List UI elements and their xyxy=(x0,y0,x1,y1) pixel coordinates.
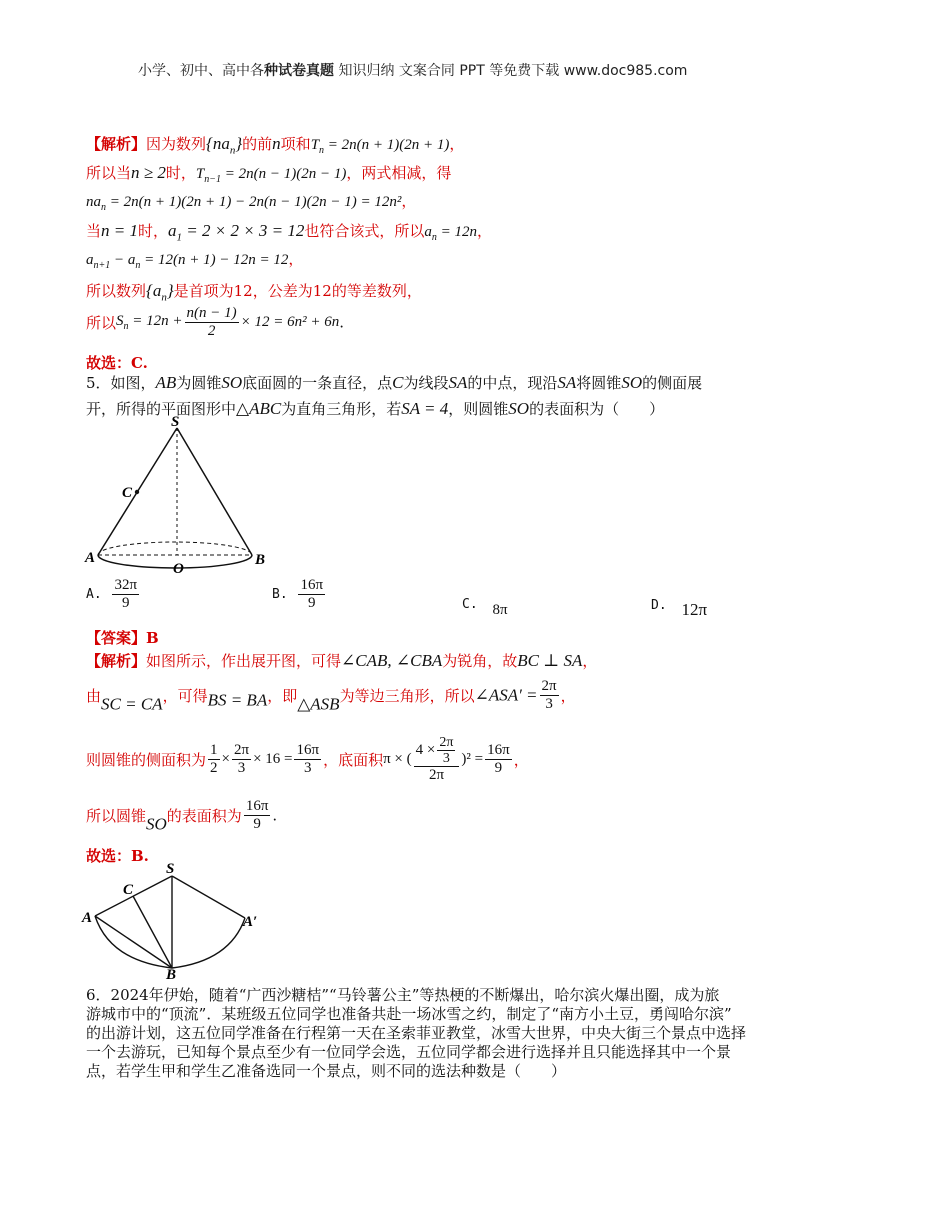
label-c2: C xyxy=(123,882,134,898)
frac-16pi-9: $\frac{16\pi}{9}$ xyxy=(487,742,510,776)
q6-line-3: 的出游计划，这五位同学准备在行程第一天在圣索菲亚教堂，冰雪大世界，中央大街三个景点中选择 xyxy=(86,1024,747,1042)
label-b: B xyxy=(255,552,266,568)
q5-option-a[interactable]: A. $\frac{32\pi}{9}$ xyxy=(86,577,138,611)
header-text-bold: 种试卷真题 xyxy=(264,63,334,79)
label-a: A xyxy=(85,550,96,566)
option-a-fraction: $\frac{32\pi}{9}$ xyxy=(114,577,138,611)
q4-text: 所以 xyxy=(86,314,117,332)
cone-figure xyxy=(80,412,280,584)
q4-text: 所以当 xyxy=(86,164,132,182)
label-s: S xyxy=(171,414,180,430)
sector-arc xyxy=(95,916,245,968)
q4-formula: $a_n = 12n$ xyxy=(424,224,478,243)
seg-cb xyxy=(133,896,172,968)
q4-formula-tail: × 12 = 6n² + 6n xyxy=(240,314,340,330)
q5-answer: 【答案】B xyxy=(86,629,159,647)
q4-text: ， xyxy=(288,250,304,268)
q4-var-n: n xyxy=(272,134,281,153)
base-back-arc xyxy=(98,542,252,555)
q4-answer: 故选：C. xyxy=(86,354,148,372)
q6-line-5: 点，若学生甲和学生乙准备选同一个景点，则不同的选法种数是（ ） xyxy=(86,1062,567,1080)
q4-text: 是首项为12，公差为12的等差数列， xyxy=(173,282,422,300)
label-c: C xyxy=(122,485,133,501)
header-url: www.doc985.com xyxy=(559,63,688,79)
q4-formula: $S_n = 12n$ + xyxy=(116,313,183,332)
frac-16pi-3: $\frac{16\pi}{3}$ xyxy=(296,742,320,776)
q4-line-2 xyxy=(86,162,451,185)
q5-option-c[interactable]: C. 8π xyxy=(462,597,508,618)
q5-option-d[interactable]: D. 12π xyxy=(651,598,708,619)
page-header xyxy=(138,60,687,80)
q4-text: . xyxy=(339,313,345,332)
q5-line-2: 开，所得的平面图形中△ABC为直角三角形，若SA = 4，则圆锥SO的表面积为（ ） xyxy=(86,399,665,418)
angle-fraction: $\frac{2\pi}{3}$ xyxy=(541,678,557,712)
q4-line-4 xyxy=(86,220,492,243)
q4-text: 的前 xyxy=(242,135,273,153)
q4-text: 因为数列 xyxy=(146,135,207,153)
label-a-prime: A′ xyxy=(243,914,258,930)
frac-radius: 4 × $\frac{2\pi}{3}$ 2π xyxy=(414,735,460,784)
q5-solution-2: 由SC = CA，可得BS = BA，即△ASB为等边三角形，所以∠ASA′ = $\frac{2\pi}{3}$ ， xyxy=(86,678,576,714)
q4-text: 时， xyxy=(165,164,196,182)
q5-solution-4: 所以圆锥SO的表面积为 $\frac{16\pi}{9}$ . xyxy=(86,798,278,834)
q4-analysis-tag: 【解析】 xyxy=(86,135,147,153)
q4-text: 时， xyxy=(138,222,169,240)
q5-solution-1: 【解析】如图所示，作出展开图，可得∠CAB, ∠CBA为锐角，故BC ⊥ SA， xyxy=(86,651,598,670)
label-s2: S xyxy=(166,861,175,877)
q4-text: ， xyxy=(401,192,417,210)
q4-formula: $T_{n-1} = 2n(n - 1)(2n - 1)$ xyxy=(195,166,347,185)
q4-line-3 xyxy=(86,190,416,213)
sector-figure xyxy=(80,856,280,980)
frac-2pi-3: $\frac{2\pi}{3}$ xyxy=(233,742,250,776)
q5-final: 故选：B. xyxy=(86,847,149,865)
q4-formula: $a_1 = 2 \times 2 \times 3 = 12$ xyxy=(168,221,305,244)
q6-line-1: 6．2024年伊始，随着“广西沙糖桔”“马铃薯公主”等热梗的不断爆出，哈尔滨火爆出圈，成为旅 xyxy=(86,986,720,1004)
final-fraction: $\frac{16\pi}{9}$ xyxy=(245,798,269,832)
q4-fraction: $\frac{n(n - 1)}{2}$ xyxy=(186,305,237,339)
cone-side-right xyxy=(177,428,252,555)
q4-line-7 xyxy=(86,305,344,340)
label-b2: B xyxy=(166,967,177,980)
header-text: 小学、初中、高中各 xyxy=(138,63,264,79)
q4-formula: $a_{n+1} - a_n = 12(n + 1) - 12n = 12$ xyxy=(86,252,289,271)
point-c xyxy=(135,490,139,494)
q4-condition: n ≥ 2 xyxy=(131,163,166,182)
q4-line-1 xyxy=(86,133,464,156)
q6-line-4: 一个去游玩，已知每个景点至少有一位同学会选，五位同学都会进行选择并且只能选择其中一个景 xyxy=(86,1043,732,1061)
q4-seq: $\{na_n\}$ xyxy=(206,134,243,157)
frac-half: $\frac{1}{2}$ xyxy=(210,742,218,776)
header-text-2: 知识归纳 文案合同 PPT 等免费下载 xyxy=(334,63,560,79)
q4-line-5 xyxy=(86,248,303,271)
q4-condition: n = 1 xyxy=(101,221,138,240)
q4-seq: $\{a_n\}$ xyxy=(146,281,174,304)
q4-text: ， xyxy=(477,222,493,240)
seg-sa2 xyxy=(172,876,245,918)
q4-text: ， xyxy=(449,135,465,153)
q4-text: 项和 xyxy=(280,135,311,153)
q4-text: ，两式相减，得 xyxy=(346,164,452,182)
seg-ab xyxy=(95,916,172,968)
q4-formula: $na_n = 2n(n + 1)(2n + 1) - 2n(n - 1)(2n - 1) = 12n^2$ xyxy=(86,194,402,213)
q4-text: 也符合该式，所以 xyxy=(304,222,425,240)
q6-line-2: 游城市中的“顶流”．某班级五位同学也准备共赴一场冰雪之约，制定了“南方小土豆，勇闯哈尔滨” xyxy=(86,1005,732,1023)
option-b-fraction: $\frac{16\pi}{9}$ xyxy=(300,577,324,611)
q4-text: 当 xyxy=(86,222,102,240)
label-a2: A xyxy=(82,910,93,926)
q5-solution-3: 则圆锥的侧面积为 $\frac{1}{2}$ × $\frac{2\pi}{3}$ × 16 = $\frac{16\pi}{3}$ ，底面积π × ( 4 × $\frac{2\pi}{3}$ 2π )² = $\frac{16\pi}{9}$ ， xyxy=(86,735,529,783)
q5-option-b[interactable]: B. $\frac{16\pi}{9}$ xyxy=(272,577,324,611)
q5-line-1: 5．如图，AB为圆锥SO底面圆的一条直径，点C为线段SA的中点，现沿SA将圆锥SO的侧面展 xyxy=(86,373,703,392)
label-o: O xyxy=(173,561,184,577)
q4-line-6 xyxy=(86,280,422,303)
q4-text: 所以数列 xyxy=(86,282,147,300)
q4-formula: $T_n = 2n(n + 1)(2n + 1)$ xyxy=(310,137,450,156)
